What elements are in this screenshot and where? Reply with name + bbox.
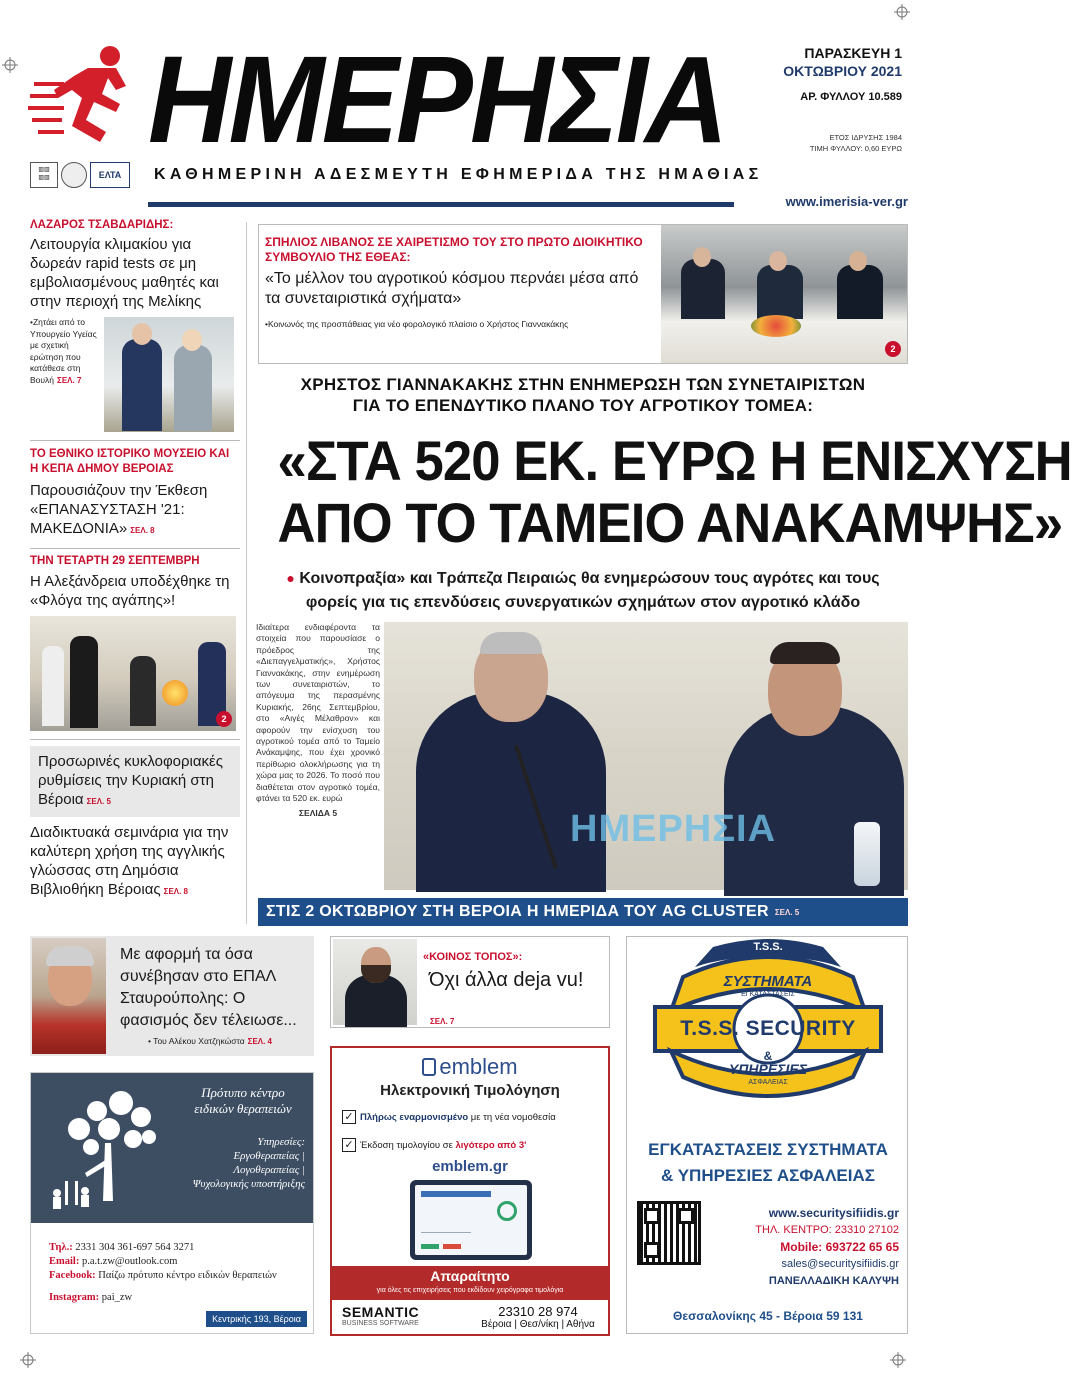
- emblem-check2-pre: Έκδοση τιμολογίου σε: [360, 1140, 456, 1151]
- issue-number: ΑΡ. ΦΥΛΛΟΥ 10.589: [800, 91, 902, 103]
- emblem-banner-text: Απαραίτητο: [430, 1268, 510, 1284]
- story2-page: ΣΕΛ. 8: [130, 526, 155, 535]
- tree-swing-icon: [45, 1083, 165, 1217]
- story1-photo: [104, 317, 234, 432]
- opinion-text[interactable]: Με αφορμή τα όσα συνέβησαν στο ΕΠΑΛ Σταυρούπολης: Ο φασισμός δεν τέλειωσε...: [120, 946, 297, 1029]
- therapy-title-1: Πρότυπο κέντρο: [201, 1085, 285, 1100]
- emblem-ad[interactable]: [330, 1046, 610, 1336]
- cluster-banner-text: ΣΤΙΣ 2 ΟΚΤΩΒΡΙΟΥ ΣΤΗ ΒΕΡΟΙΑ Η ΗΜΕΡΙΔΑ ΤΟΥ AG CLUSTER: [266, 903, 769, 920]
- tss-amp: &: [763, 1049, 773, 1063]
- left-column: [30, 218, 240, 901]
- therapy-address: Κεντρικής 193, Βέροια: [206, 1311, 307, 1327]
- top-story-caption: •Κοινωνός της προσπάθειας για νέο φορολογικό πλαίσιο ο Χρήστος Γιαννακάκης: [265, 319, 569, 329]
- masthead-rule: [148, 202, 734, 207]
- therapy-instagram-label: Instagram:: [49, 1292, 100, 1303]
- seal-badge: [61, 162, 87, 188]
- lead-photo: [384, 622, 908, 890]
- lead-headline-2[interactable]: ΑΠΟ ΤΟ ΤΑΜΕΙΟ ΑΝΑΚΑΜΨΗΣ»: [277, 491, 1063, 554]
- top-story-page-badge: 2: [885, 341, 901, 357]
- tss-tel[interactable]: ΤΗΛ. ΚΕΝΤΡΟ: 23310 27102: [755, 1224, 899, 1236]
- badges: [30, 160, 130, 190]
- elta-badge: ΕΛΤΑ: [90, 162, 130, 188]
- cluster-banner-page: ΣΕΛ. 5: [774, 907, 800, 917]
- tss-arc-sub: ΕΓΚΑΤΑΣΤΑΣΕΙΣ: [741, 991, 795, 998]
- therapy-email-label: Email:: [49, 1256, 80, 1267]
- check-icon: ✓: [342, 1138, 356, 1152]
- emblem-semantic: SEMANTIC: [342, 1304, 420, 1320]
- story2-kicker: ΤΟ ΕΘΝΙΚΟ ΙΣΤΟΡΙΚΟ ΜΟΥΣΕΙΟ ΚΑΙ Η ΚΕΠΑ ΔΗΜΟΥ ΒΕΡΟΙΑΣ: [30, 448, 230, 475]
- emblem-banner-sub: για όλες τις επιχειρήσεις που εκδίδουν χειρόγραφα τιμολόγια: [376, 1287, 564, 1294]
- masthead-subtitle: ΚΑΘΗΜΕΡΙΝΗ ΑΔΕΣΜΕΥΤΗ ΕΦΗΜΕΡΙΔΑ ΤΗΣ ΗΜΑΘΙΑΣ: [154, 166, 763, 183]
- emblem-url[interactable]: emblem.gr: [432, 1158, 508, 1175]
- therapy-facebook-label: Facebook:: [49, 1270, 96, 1281]
- lead-sub-1: Κοινοπραξία» και Τράπεζα Πειραιώς θα ενημερώσουν τους αγρότες και τους: [299, 570, 880, 587]
- opinion-author: • Του Αλέκου Χατζηκώστα: [148, 1036, 245, 1046]
- therapy-title-2: ειδικών θεραπειών: [194, 1101, 292, 1116]
- story3-kicker: ΤΗΝ ΤΕΤΑΡΤΗ 29 ΣΕΠΤΕΜΒΡΗ: [30, 555, 200, 567]
- emblem-monitor-icon: [410, 1180, 532, 1260]
- therapy-email[interactable]: p.a.t.zw@outlook.com: [81, 1256, 178, 1267]
- emblem-phone[interactable]: 23310 28 974: [498, 1304, 578, 1319]
- masthead-title: ΗΜΕΡΗΣΙΑ: [148, 31, 726, 169]
- story1-kicker: ΛΑΖΑΡΟΣ ΤΣΑΒΔΑΡΙΔΗΣ:: [30, 219, 174, 231]
- common-ground-box: [330, 936, 610, 1028]
- tss-arc-bottom-sub: ΑΣΦΑΛΕΙΑΣ: [748, 1079, 788, 1086]
- registration-mark-icon: [18, 1350, 38, 1370]
- lead-headline-1[interactable]: «ΣΤΑ 520 ΕΚ. ΕΥΡΩ Η ΕΝΙΣΧΥΣΗ: [277, 429, 1072, 492]
- common-ground-kicker: [423, 947, 522, 965]
- date-day: ΠΑΡΑΣΚΕΥΗ 1: [804, 45, 902, 61]
- column-divider: [246, 222, 247, 924]
- founded: ΕΤΟΣ ΙΔΡΥΣΗΣ 1984: [829, 133, 902, 142]
- lead-overline: [258, 374, 908, 416]
- tss-line1: ΕΓΚΑΤΑΣΤΑΣΕΙΣ ΣΥΣΤΗΜΑΤΑ: [648, 1140, 888, 1159]
- tss-email[interactable]: sales@securitysifiidis.gr: [781, 1258, 899, 1270]
- story5-page: ΣΕΛ. 8: [163, 887, 189, 896]
- common-ground-photo: [333, 939, 417, 1025]
- emblem-check1-rest: με τη νέα νομοθεσία: [468, 1112, 556, 1123]
- opinion-box: [30, 936, 314, 1056]
- story1-caption: •Ζητάει από το Υπουργείο Υγείας με σχετική ερώτηση που κατάθεσε στη Βουλή: [30, 317, 97, 385]
- lead-photo-watermark: ΗΜΕΡΗΣΙΑ: [570, 808, 777, 850]
- top-story-quote[interactable]: «Το μέλλον του αγροτικού κόσμου περνάει μέσα από τα συνεταιριστικά σχήματα»: [265, 270, 639, 307]
- story4-box: [30, 746, 240, 817]
- therapy-tel[interactable]: 2331 304 361-697 564 3271: [75, 1242, 195, 1253]
- qr-code-icon: [637, 1201, 701, 1265]
- emblem-banner: [332, 1266, 608, 1300]
- bullet-icon: ●: [286, 570, 295, 586]
- therapy-service-3: Ψυχολογικής υποστήριξης: [192, 1178, 305, 1190]
- story5-text[interactable]: Διαδικτυακά σεμινάρια για την καλύτερη χρήση της αγγλικής γλώσσας στη Δημόσια Βιβλιοθήκη Βέροιας: [30, 824, 229, 898]
- emblem-cities: Βέροια | Θεσ/νίκη | Αθήνα: [481, 1319, 595, 1330]
- emblem-brand: emblem: [439, 1054, 518, 1079]
- therapy-tel-label: Τηλ.:: [49, 1242, 73, 1253]
- emblem-title: Ηλεκτρονική Τιμολόγηση: [380, 1082, 560, 1099]
- opinion-page: ΣΕΛ. 4: [247, 1037, 273, 1046]
- story2-text[interactable]: Παρουσιάζουν την Έκθεση «ΕΠΑΝΑΣΥΣΤΑΣΗ '21: ΜΑΚΕΔΟΝΙΑ»: [30, 482, 208, 537]
- opinion-photo: [32, 938, 106, 1054]
- tss-line2: & ΥΠΗΡΕΣΙΕΣ ΑΣΦΑΛΕΙΑΣ: [661, 1166, 875, 1185]
- lead-overline-2: ΓΙΑ ΤΟ ΕΠΕΝΔΥΤΙΚΟ ΠΛΑΝΟ ΤΟΥ ΑΓΡΟΤΙΚΟΥ ΤΟΜΕΑ:: [352, 396, 814, 415]
- story3-page-badge: 2: [216, 711, 232, 727]
- emblem-check2-bold: λιγότερο από 3': [455, 1140, 527, 1151]
- top-story: [258, 224, 908, 364]
- top-story-kicker: ΣΠΗΛΙΟΣ ΛΙΒΑΝΟΣ ΣΕ ΧΑΙΡΕΤΙΣΜΟ ΤΟΥ ΣΤΟ ΠΡΩΤΟ ΔΙΟΙΚΗΤΙΚΟ ΣΥΜΒΟΥΛΙΟ ΤΗΣ ΕΘΕΑΣ:: [265, 235, 643, 264]
- date-block: [752, 44, 902, 154]
- therapy-service-2: Λογοθεραπείας |: [233, 1164, 305, 1176]
- tss-extra: ΠΑΝΕΛΛΑΔΙΚΗ ΚΑΛΥΨΗ: [768, 1275, 899, 1287]
- price: ΤΙΜΗ ΦΥΛΛΟΥ: 0,60 ΕΥΡΩ: [809, 144, 902, 153]
- story1-text[interactable]: Λειτουργία κλιμακίου για δωρεάν rapid tests σε μη εμβολιασμένους μαθητές και στην περιοχή της Μελίκης: [30, 236, 219, 310]
- common-ground-text[interactable]: Όχι άλλα deja vu!: [429, 969, 584, 991]
- cluster-banner[interactable]: [258, 898, 908, 926]
- tss-arc-bottom: ΥΠΗΡΕΣΙΕΣ: [729, 1061, 807, 1077]
- therapy-facebook[interactable]: Παίζω πρότυπο κέντρο ειδικών θεραπειών: [98, 1270, 277, 1281]
- therapy-ad-header: [31, 1073, 313, 1223]
- emblem-semantic-sub: BUSINESS SOFTWARE: [342, 1320, 419, 1327]
- tss-address: Θεσσαλονίκης 45 - Βέροια 59 131: [673, 1309, 863, 1323]
- website-link[interactable]: www.imerisia-ver.gr: [785, 194, 908, 209]
- therapy-instagram[interactable]: pai_zw: [101, 1292, 133, 1303]
- lead-body-text: Ιδιαίτερα ενδιαφέροντα τα στοιχεία που παρουσίασε ο πρόεδρος της «Διεπαγγελματικής», Χρήστος Γιαννακάκης, στην ενημέρωση των συνεταιριστών, το απόγευμα της περασμένης Κυριακής, 26ης Σεπτεμβρίου, στο «Αιγές Μέλαθρον» και αφορούν την ενίσχυση του αγροτικού τομέα από το Ταμείο Ανάκαμψης, που έχει χρονικό περίθωριο ολοκλήρωσης για τη χώρα μας το 2026. Το ποσό που διαθέτεται στον αγροτικό τομέα, φτάνει τα 520 εκ. ευρώ: [256, 622, 380, 804]
- therapy-service-1: Εργοθεραπείας |: [233, 1150, 305, 1162]
- lead-sub-2: φορείς για τις επενδύσεις συνεργατικών σχημάτων στον αγροτικό κλάδο: [305, 594, 861, 611]
- lead-body: [256, 622, 380, 819]
- runner-logo-icon: [28, 42, 138, 150]
- tss-center: T.S.S. SECURITY: [680, 1017, 856, 1040]
- story3-photo: [30, 616, 236, 731]
- check-icon: ✓: [342, 1110, 356, 1124]
- tss-arc-top: ΣΥΣΤΗΜΑΤΑ: [723, 973, 813, 990]
- registration-mark-icon: [888, 1350, 908, 1370]
- lead-sub: [258, 566, 908, 615]
- emblem-brand-row: [332, 1054, 608, 1080]
- masthead: [0, 0, 960, 215]
- lead-headline: [258, 429, 1072, 554]
- date-month: ΟΚΤΩΒΡΙΟΥ 2021: [783, 63, 902, 79]
- top-story-photo: [661, 225, 907, 363]
- therapy-services-label: Υπηρεσίες:: [257, 1136, 305, 1148]
- therapy-ad[interactable]: [30, 1072, 314, 1334]
- story3-text[interactable]: Η Αλεξάνδρεια υποδέχθηκε τη «Φλόγα της αγάπης»!: [30, 573, 230, 609]
- story1-page: ΣΕΛ. 7: [57, 375, 82, 385]
- tss-web[interactable]: www.securitysifiidis.gr: [768, 1206, 899, 1220]
- barcode-badge: ▥▥ ▥▥: [30, 162, 58, 188]
- tss-badge-top: T.S.S.: [753, 941, 783, 953]
- story4-page: ΣΕΛ. 5: [86, 797, 111, 806]
- common-ground-kicker-text: «ΚΟΙΝΟΣ ΤΟΠΟΣ»:: [423, 951, 523, 963]
- emblem-logo-icon: [422, 1058, 436, 1076]
- common-ground-page: ΣΕΛ. 7: [430, 1017, 455, 1026]
- lead-overline-1: ΧΡΗΣΤΟΣ ΓΙΑΝΝΑΚΑΚΗΣ ΣΤΗΝ ΕΝΗΜΕΡΩΣΗ ΤΩΝ ΣΥΝΕΤΑΙΡΙΣΤΩΝ: [300, 375, 866, 394]
- lead-page: ΣΕΛΙΔΑ 5: [298, 807, 338, 818]
- story4-text[interactable]: Προσωρινές κυκλοφοριακές ρυθμίσεις την Κυριακή στη Βέροια: [38, 753, 223, 808]
- emblem-check1-bold: Πλήρως εναρμονισμένο: [360, 1112, 469, 1123]
- tss-mobile[interactable]: Mobile: 693722 65 65: [780, 1240, 899, 1254]
- tss-ad[interactable]: [626, 936, 908, 1334]
